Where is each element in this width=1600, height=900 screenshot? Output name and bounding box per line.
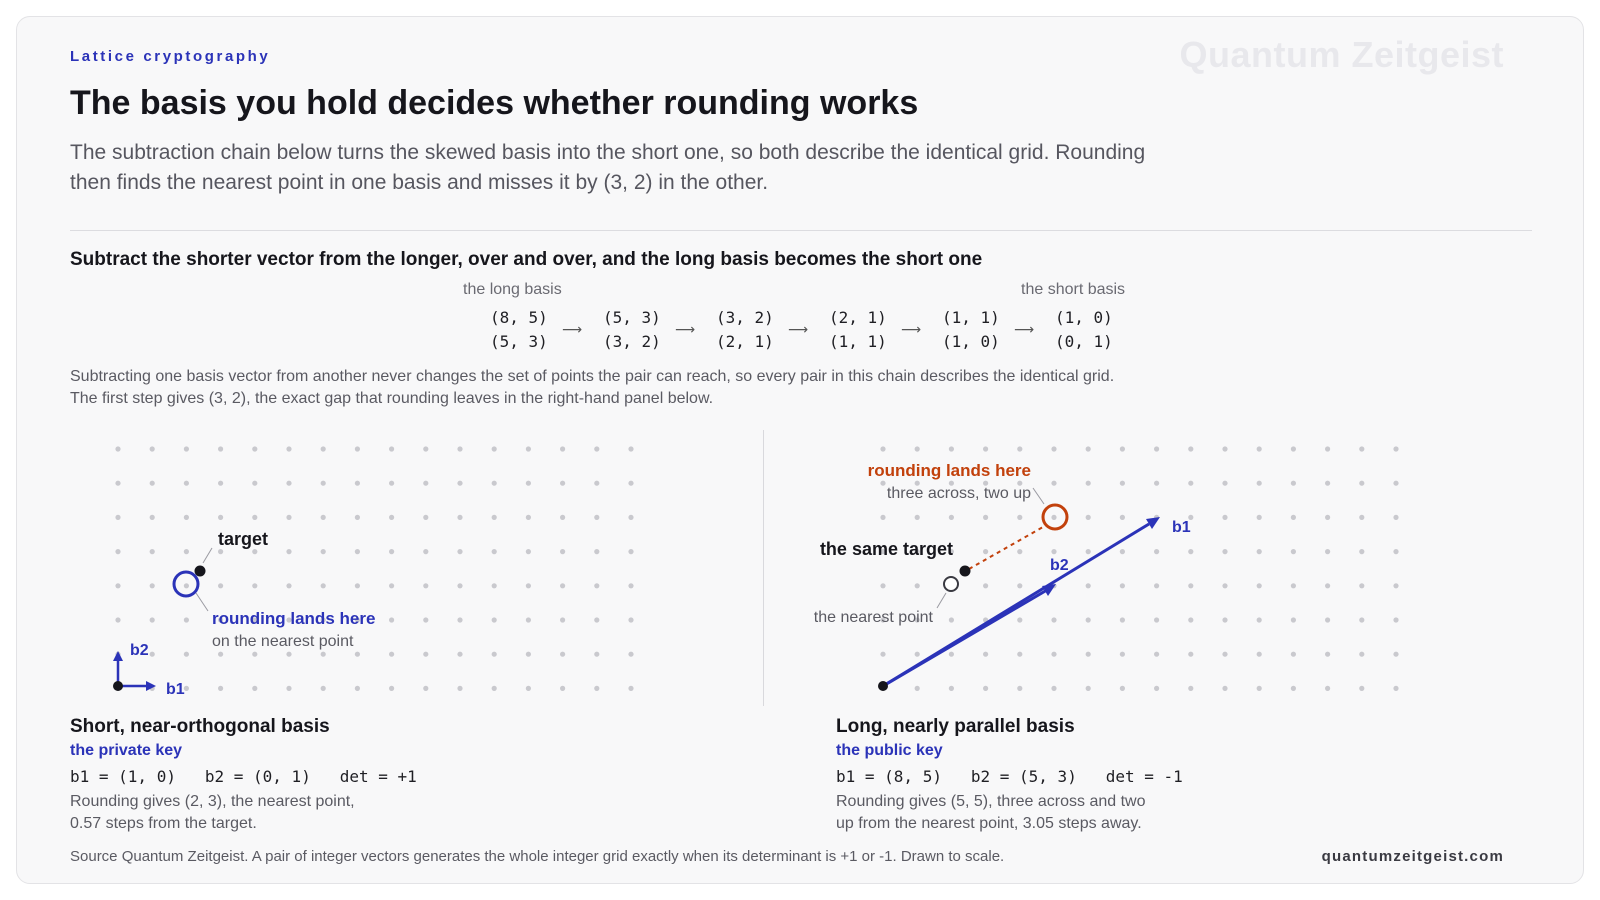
lattice-point bbox=[1257, 481, 1262, 486]
lattice-point bbox=[594, 481, 599, 486]
lattice-point bbox=[218, 583, 223, 588]
lattice-point bbox=[184, 481, 189, 486]
lattice-point bbox=[457, 446, 462, 451]
lattice-point bbox=[526, 617, 531, 622]
lattice-point bbox=[321, 481, 326, 486]
lattice-point bbox=[1393, 583, 1398, 588]
lattice-point bbox=[526, 652, 531, 657]
left-rounding-sublabel: on the nearest point bbox=[212, 633, 354, 650]
lattice-point bbox=[423, 686, 428, 691]
lattice-point bbox=[321, 549, 326, 554]
lattice-point bbox=[150, 583, 155, 588]
lattice-point bbox=[1120, 617, 1125, 622]
lattice-point bbox=[1086, 446, 1091, 451]
lattice-point bbox=[492, 549, 497, 554]
right-miss-line bbox=[969, 527, 1043, 569]
lattice-point bbox=[880, 652, 885, 657]
chain-step-3-bottom: (2, 1) bbox=[716, 332, 774, 351]
lattice-point bbox=[1325, 446, 1330, 451]
site-url[interactable]: quantumzeitgeist.com bbox=[1321, 848, 1504, 865]
lattice-point bbox=[1359, 583, 1364, 588]
chain-step-6-top: (1, 0) bbox=[1055, 308, 1113, 327]
left-b1-label: b1 bbox=[166, 681, 185, 698]
left-target-point bbox=[195, 566, 206, 577]
lattice-point bbox=[150, 515, 155, 520]
lattice-point bbox=[115, 481, 120, 486]
left-desc-line-2: 0.57 steps from the target. bbox=[70, 815, 257, 832]
chain-step-5-bottom: (1, 0) bbox=[942, 332, 1000, 351]
lattice-point bbox=[594, 652, 599, 657]
kicker: Lattice cryptography bbox=[70, 48, 271, 65]
left-panel-key: the private key bbox=[70, 742, 183, 759]
lattice-point bbox=[1393, 515, 1398, 520]
lattice-point bbox=[915, 652, 920, 657]
lattice-point bbox=[560, 549, 565, 554]
left-b2-arrowhead bbox=[113, 651, 123, 661]
lattice-point bbox=[1257, 515, 1262, 520]
chain-arrow-icon: ⟶ bbox=[562, 321, 583, 337]
right-rounding-sublabel: three across, two up bbox=[886, 485, 1031, 502]
lattice-point bbox=[1222, 481, 1227, 486]
lattice-point bbox=[594, 686, 599, 691]
lattice-point bbox=[1291, 446, 1296, 451]
left-target-label: target bbox=[218, 529, 269, 549]
lattice-point bbox=[355, 549, 360, 554]
lattice-point bbox=[594, 549, 599, 554]
lattice-point bbox=[1051, 481, 1056, 486]
lattice-point bbox=[423, 446, 428, 451]
left-b2-label: b2 bbox=[130, 642, 149, 659]
lattice-point bbox=[1359, 652, 1364, 657]
lattice-point bbox=[457, 583, 462, 588]
watermark-logo: Quantum Zeitgeist bbox=[1179, 34, 1504, 75]
lattice-point bbox=[1017, 583, 1022, 588]
lattice-point bbox=[915, 583, 920, 588]
lattice-point bbox=[492, 515, 497, 520]
chain-step-4-top: (2, 1) bbox=[829, 308, 887, 327]
lattice-point bbox=[115, 583, 120, 588]
lattice-point bbox=[1291, 481, 1296, 486]
lattice-point bbox=[1359, 686, 1364, 691]
lattice-point bbox=[1359, 549, 1364, 554]
lattice-point bbox=[321, 446, 326, 451]
lattice-point bbox=[1359, 446, 1364, 451]
lattice-point bbox=[1188, 583, 1193, 588]
lattice-point bbox=[184, 583, 189, 588]
chain-heading: Subtract the shorter vector from the longer, over and over, and the long basis becomes the short one bbox=[70, 249, 983, 270]
lattice-point bbox=[560, 686, 565, 691]
left-panel-vectors: b1 = (1, 0) b2 = (0, 1) det = +1 bbox=[70, 767, 417, 786]
lattice-point bbox=[150, 481, 155, 486]
lattice-point bbox=[1154, 481, 1159, 486]
chain-note-line-2: The first step gives (3, 2), the exact gap that rounding leaves in the right-hand panel below. bbox=[70, 390, 714, 407]
lattice-point bbox=[321, 583, 326, 588]
lattice-point bbox=[1017, 686, 1022, 691]
lattice-point bbox=[983, 549, 988, 554]
lattice-point bbox=[252, 549, 257, 554]
lattice-point bbox=[218, 481, 223, 486]
lattice-point bbox=[526, 686, 531, 691]
lattice-point bbox=[218, 686, 223, 691]
lattice-point bbox=[252, 686, 257, 691]
lattice-point bbox=[915, 515, 920, 520]
page-subtitle: The subtraction chain below turns the skewed basis into the short one, so both describe the identical grid. Rounding then finds the nearest point in one basis and misses it by (3, 2) in the other. bbox=[70, 141, 1146, 194]
lattice-point bbox=[1086, 549, 1091, 554]
lattice-point bbox=[1393, 652, 1398, 657]
lattice-point bbox=[1086, 583, 1091, 588]
lattice-point bbox=[218, 652, 223, 657]
lattice-point bbox=[1154, 652, 1159, 657]
lattice-point bbox=[218, 446, 223, 451]
lattice-point bbox=[321, 515, 326, 520]
lattice-point bbox=[560, 446, 565, 451]
lattice-point bbox=[115, 515, 120, 520]
lattice-point bbox=[628, 686, 633, 691]
lattice-point bbox=[457, 515, 462, 520]
lattice-point bbox=[1120, 515, 1125, 520]
lattice-point bbox=[983, 446, 988, 451]
lattice-point bbox=[286, 549, 291, 554]
lattice-point bbox=[1188, 686, 1193, 691]
lattice-point bbox=[492, 617, 497, 622]
lattice-point bbox=[1291, 515, 1296, 520]
lattice-point bbox=[1393, 481, 1398, 486]
lattice-point bbox=[1120, 686, 1125, 691]
lattice-point bbox=[526, 583, 531, 588]
lattice-point bbox=[526, 549, 531, 554]
lattice-point bbox=[1325, 481, 1330, 486]
lattice-point bbox=[457, 686, 462, 691]
lattice-point bbox=[1222, 583, 1227, 588]
right-rounding-leader bbox=[1033, 488, 1044, 504]
chain-arrow-icon: ⟶ bbox=[675, 321, 696, 337]
chain-step-2-bottom: (3, 2) bbox=[603, 332, 661, 351]
lattice-point bbox=[1325, 583, 1330, 588]
lattice-point bbox=[423, 617, 428, 622]
lattice-point bbox=[1291, 617, 1296, 622]
chain-step-3-top: (3, 2) bbox=[716, 308, 774, 327]
lattice-point bbox=[1222, 617, 1227, 622]
lattice-point bbox=[457, 549, 462, 554]
lattice-point bbox=[492, 583, 497, 588]
lattice-point bbox=[286, 652, 291, 657]
lattice-point bbox=[1051, 549, 1056, 554]
lattice-point bbox=[526, 515, 531, 520]
lattice-point bbox=[184, 652, 189, 657]
lattice-point bbox=[389, 481, 394, 486]
lattice-point bbox=[457, 652, 462, 657]
lattice-point bbox=[492, 652, 497, 657]
lattice-point bbox=[492, 481, 497, 486]
lattice-point bbox=[423, 481, 428, 486]
lattice-point bbox=[1257, 617, 1262, 622]
lattice-point bbox=[560, 583, 565, 588]
lattice-point bbox=[594, 617, 599, 622]
lattice-point bbox=[321, 652, 326, 657]
lattice-point bbox=[560, 617, 565, 622]
lattice-point bbox=[286, 446, 291, 451]
left-origin bbox=[113, 681, 123, 691]
lattice-point bbox=[880, 446, 885, 451]
lattice-point bbox=[1017, 549, 1022, 554]
chain-step-5-top: (1, 1) bbox=[942, 308, 1000, 327]
lattice-point bbox=[1359, 617, 1364, 622]
right-target-point bbox=[960, 566, 971, 577]
right-lattice-grid bbox=[880, 446, 1398, 691]
lattice-point bbox=[389, 652, 394, 657]
lattice-point bbox=[594, 446, 599, 451]
right-origin bbox=[878, 681, 888, 691]
lattice-point bbox=[252, 515, 257, 520]
lattice-point bbox=[1051, 617, 1056, 622]
lattice-point bbox=[492, 686, 497, 691]
lattice-point bbox=[628, 617, 633, 622]
lattice-point bbox=[1120, 583, 1125, 588]
right-nearest-label: the nearest point bbox=[813, 609, 933, 626]
left-rounding-label: rounding lands here bbox=[212, 609, 376, 628]
lattice-point bbox=[492, 446, 497, 451]
lattice-point bbox=[355, 686, 360, 691]
lattice-point bbox=[1291, 686, 1296, 691]
left-target-leader bbox=[203, 548, 212, 563]
lattice-point bbox=[1257, 549, 1262, 554]
lattice-point bbox=[628, 583, 633, 588]
chain-label-short: the short basis bbox=[1021, 281, 1126, 298]
lattice-point bbox=[1325, 515, 1330, 520]
lattice-point bbox=[949, 686, 954, 691]
lattice-point bbox=[1120, 549, 1125, 554]
lattice-point bbox=[1393, 446, 1398, 451]
right-b1-label: b1 bbox=[1172, 519, 1191, 536]
lattice-point bbox=[286, 686, 291, 691]
lattice-point bbox=[983, 515, 988, 520]
lattice-point bbox=[1086, 481, 1091, 486]
lattice-point bbox=[1051, 446, 1056, 451]
lattice-point bbox=[1257, 446, 1262, 451]
chain-step-4-bottom: (1, 1) bbox=[829, 332, 887, 351]
page-title: The basis you hold decides whether rounding works bbox=[70, 84, 919, 122]
lattice-point bbox=[252, 481, 257, 486]
lattice-point bbox=[594, 583, 599, 588]
lattice-point bbox=[355, 515, 360, 520]
lattice-point bbox=[628, 446, 633, 451]
lattice-point bbox=[218, 549, 223, 554]
lattice-point bbox=[321, 686, 326, 691]
chain-step-2-top: (5, 3) bbox=[603, 308, 661, 327]
lattice-point bbox=[286, 515, 291, 520]
lattice-point bbox=[1359, 481, 1364, 486]
left-panel-title: Short, near-orthogonal basis bbox=[70, 716, 330, 737]
lattice-point bbox=[1154, 617, 1159, 622]
lattice-point bbox=[286, 481, 291, 486]
lattice-point bbox=[150, 617, 155, 622]
left-rounding-leader bbox=[196, 593, 208, 611]
right-nearest-point bbox=[944, 577, 958, 591]
lattice-point bbox=[1188, 617, 1193, 622]
lattice-point bbox=[389, 686, 394, 691]
lattice-point bbox=[457, 617, 462, 622]
lattice-point bbox=[1222, 515, 1227, 520]
lattice-point bbox=[150, 652, 155, 657]
lattice-point bbox=[1325, 617, 1330, 622]
lattice-point bbox=[1051, 515, 1056, 520]
lattice-point bbox=[389, 583, 394, 588]
lattice-point bbox=[949, 652, 954, 657]
lattice-point bbox=[115, 446, 120, 451]
right-panel-title: Long, nearly parallel basis bbox=[836, 716, 1075, 737]
right-b2-label: b2 bbox=[1050, 557, 1069, 574]
right-b2-vector bbox=[883, 590, 1047, 686]
lattice-point bbox=[389, 549, 394, 554]
lattice-point bbox=[252, 583, 257, 588]
lattice-point bbox=[1222, 446, 1227, 451]
lattice-point bbox=[915, 446, 920, 451]
lattice-point bbox=[1325, 686, 1330, 691]
lattice-point bbox=[1051, 686, 1056, 691]
lattice-point bbox=[915, 686, 920, 691]
left-lattice-grid bbox=[115, 446, 633, 691]
lattice-point bbox=[560, 652, 565, 657]
lattice-point bbox=[355, 446, 360, 451]
right-panel-description bbox=[836, 791, 1196, 835]
chain-step-6-bottom: (0, 1) bbox=[1055, 332, 1113, 351]
lattice-point bbox=[1257, 686, 1262, 691]
lattice-point bbox=[880, 583, 885, 588]
chain-arrow-icon: ⟶ bbox=[901, 321, 922, 337]
lattice-point bbox=[880, 481, 885, 486]
chain-label-long: the long basis bbox=[463, 281, 562, 298]
lattice-point bbox=[355, 481, 360, 486]
lattice-point bbox=[1086, 617, 1091, 622]
lattice-point bbox=[1154, 549, 1159, 554]
right-panel-vectors: b1 = (8, 5) b2 = (5, 3) det = -1 bbox=[836, 767, 1183, 786]
lattice-point bbox=[150, 446, 155, 451]
lattice-point bbox=[1017, 446, 1022, 451]
chain-step-1-bottom: (5, 3) bbox=[490, 332, 548, 351]
lattice-point bbox=[1291, 583, 1296, 588]
lattice-point bbox=[389, 617, 394, 622]
lattice-point bbox=[983, 686, 988, 691]
lattice-point bbox=[594, 515, 599, 520]
lattice-point bbox=[1154, 446, 1159, 451]
lattice-point bbox=[1257, 652, 1262, 657]
right-nearest-leader bbox=[937, 593, 946, 608]
lattice-point bbox=[150, 549, 155, 554]
lattice-point bbox=[115, 549, 120, 554]
lattice-point bbox=[1291, 549, 1296, 554]
lattice-point bbox=[1154, 686, 1159, 691]
lattice-point bbox=[1154, 583, 1159, 588]
lattice-point bbox=[184, 549, 189, 554]
lattice-point bbox=[115, 617, 120, 622]
lattice-point bbox=[252, 446, 257, 451]
lattice-point bbox=[1120, 481, 1125, 486]
lattice-point bbox=[526, 481, 531, 486]
lattice-point bbox=[1393, 617, 1398, 622]
lattice-point bbox=[184, 617, 189, 622]
lattice-point bbox=[355, 583, 360, 588]
left-panel-description bbox=[70, 791, 430, 835]
lattice-point bbox=[423, 583, 428, 588]
lattice-point bbox=[1188, 481, 1193, 486]
lattice-point bbox=[1051, 652, 1056, 657]
left-desc-line-1: Rounding gives (2, 3), the nearest point, bbox=[70, 793, 355, 810]
lattice-point bbox=[1086, 515, 1091, 520]
lattice-point bbox=[1188, 549, 1193, 554]
lattice-point bbox=[184, 515, 189, 520]
lattice-point bbox=[1325, 652, 1330, 657]
lattice-point bbox=[1017, 515, 1022, 520]
lattice-point bbox=[457, 481, 462, 486]
lattice-point bbox=[423, 652, 428, 657]
lattice-point bbox=[1120, 652, 1125, 657]
lattice-point bbox=[1017, 617, 1022, 622]
lattice-point bbox=[1393, 686, 1398, 691]
lattice-point bbox=[1188, 652, 1193, 657]
lattice-point bbox=[628, 652, 633, 657]
lattice-point bbox=[184, 446, 189, 451]
lattice-point bbox=[1222, 652, 1227, 657]
right-target-label: the same target bbox=[819, 539, 953, 559]
lattice-point bbox=[983, 583, 988, 588]
lattice-point bbox=[560, 481, 565, 486]
lattice-point bbox=[983, 652, 988, 657]
lattice-point bbox=[1188, 446, 1193, 451]
lattice-point bbox=[252, 652, 257, 657]
lattice-point bbox=[1222, 549, 1227, 554]
lattice-point bbox=[526, 446, 531, 451]
lattice-point bbox=[1359, 515, 1364, 520]
lattice-point bbox=[389, 446, 394, 451]
chain-step-1-top: (8, 5) bbox=[490, 308, 548, 327]
lattice-point bbox=[949, 446, 954, 451]
lattice-point bbox=[880, 515, 885, 520]
lattice-point bbox=[355, 652, 360, 657]
lattice-point bbox=[1222, 686, 1227, 691]
lattice-point bbox=[1291, 652, 1296, 657]
lattice-point bbox=[949, 515, 954, 520]
chain-note-line-1: Subtracting one basis vector from another never changes the set of points the pair can reach, so every pair in this chain describes the identical grid. bbox=[70, 368, 1115, 385]
lattice-point bbox=[1325, 549, 1330, 554]
lattice-point bbox=[949, 617, 954, 622]
right-desc-line-2: up from the nearest point, 3.05 steps away. bbox=[836, 815, 1142, 832]
lattice-point bbox=[1393, 549, 1398, 554]
lattice-point bbox=[628, 515, 633, 520]
lattice-point bbox=[1086, 686, 1091, 691]
right-desc-line-1: Rounding gives (5, 5), three across and two bbox=[836, 793, 1146, 810]
lattice-point bbox=[423, 549, 428, 554]
right-rounding-label: rounding lands here bbox=[867, 461, 1031, 480]
lattice-point bbox=[560, 515, 565, 520]
lattice-point bbox=[628, 481, 633, 486]
source-note: Source Quantum Zeitgeist. A pair of integer vectors generates the whole integer grid exactly when its determinant is +1 or -1. Drawn to scale. bbox=[70, 848, 1005, 865]
lattice-point bbox=[1017, 652, 1022, 657]
lattice-point bbox=[218, 515, 223, 520]
chain-arrow-icon: ⟶ bbox=[1014, 321, 1035, 337]
lattice-point bbox=[286, 583, 291, 588]
lattice-point bbox=[1120, 446, 1125, 451]
chain-arrow-icon: ⟶ bbox=[788, 321, 809, 337]
lattice-point bbox=[1257, 583, 1262, 588]
lattice-point bbox=[423, 515, 428, 520]
right-panel-key: the public key bbox=[836, 742, 943, 759]
lattice-point bbox=[1086, 652, 1091, 657]
lattice-point bbox=[389, 515, 394, 520]
lattice-point bbox=[628, 549, 633, 554]
